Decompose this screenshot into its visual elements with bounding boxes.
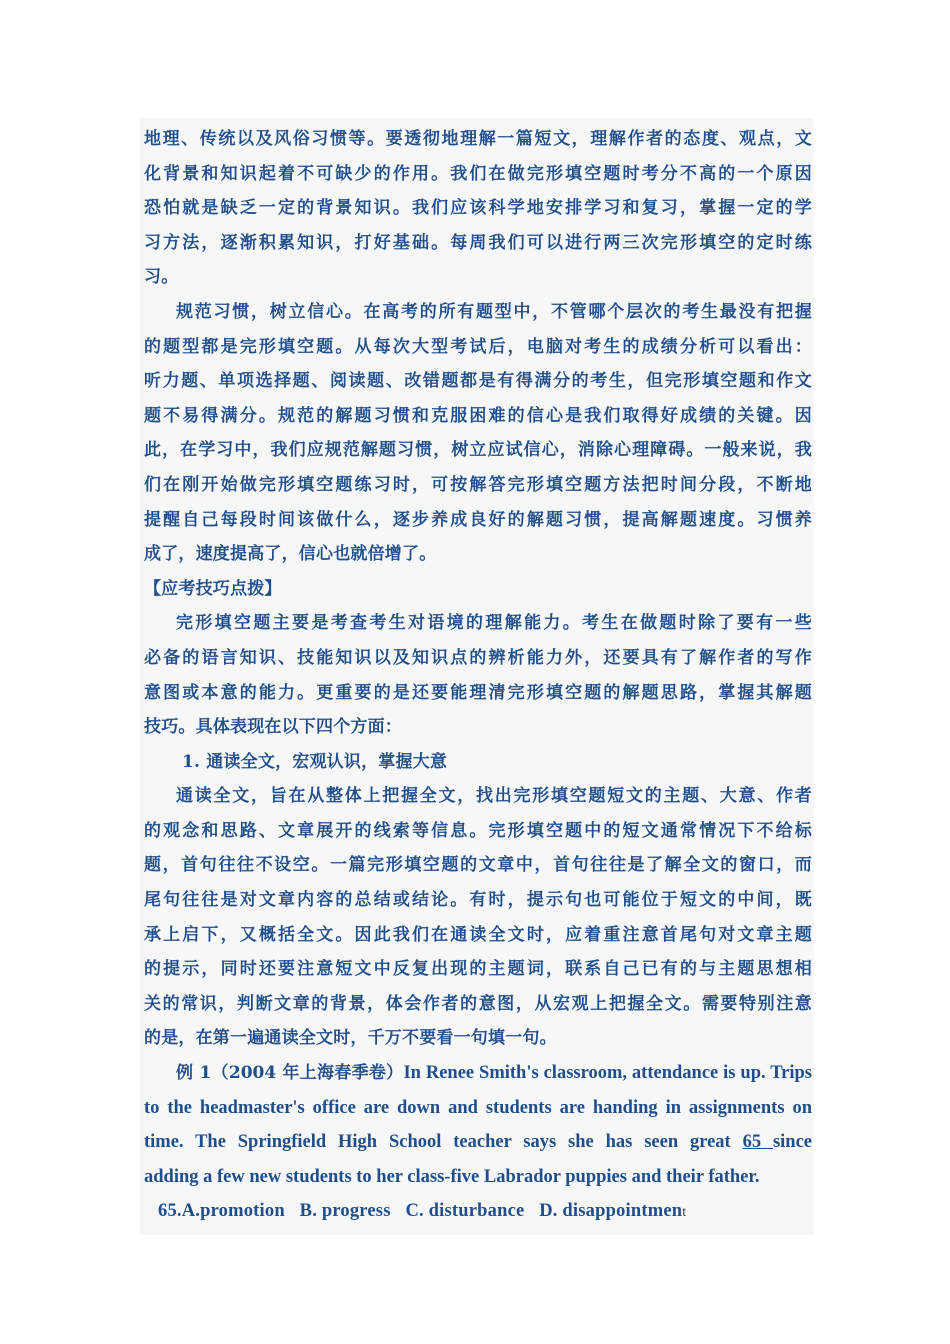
text-line: 的提示，同时还要注意短文中反复出现的主题词，联系自己已有的与主题思想相 bbox=[144, 959, 812, 980]
paragraph-background-knowledge bbox=[144, 122, 812, 295]
text-line: 尾句往往是对文章内容的总结或结论。有时，提示句也可能位于短文的中间，既 bbox=[144, 890, 812, 911]
example-text: In Renee Smith's classroom, attendance is up. Trips bbox=[403, 1063, 812, 1084]
text-line: 提醒自己每段时间该做什么，逐步养成良好的解题习惯，提高解题速度。习惯养 bbox=[144, 509, 812, 530]
text-line: 题不易得满分。规范的解题习惯和克服困难的信心是我们取得好成绩的关键。因 bbox=[144, 405, 812, 426]
paragraph-read-through bbox=[144, 779, 812, 1056]
text-line: 意图或本意的能力。更重要的是还要能理清完形填空题的解题思路，掌握其解题 bbox=[144, 682, 812, 703]
text-line: 成了，速度提高了，信心也就倍增了。 bbox=[144, 544, 437, 565]
example-line: adding a few new students to her class-five Labrador puppies and their father. bbox=[144, 1166, 760, 1187]
example-line bbox=[144, 1056, 812, 1091]
text-line: 规范习惯，树立信心。在高考的所有题型中，不管哪个层次的考生最没有把握 bbox=[176, 301, 812, 322]
option-a: 65.A.promotion bbox=[158, 1201, 285, 1222]
example-text: since bbox=[772, 1132, 812, 1153]
text-line: 此，在学习中，我们应规范解题习惯，树立应试信心，消除心理障碍。一般来说，我 bbox=[144, 440, 812, 461]
text-line: 的题型都是完形填空题。从每次大型考试后，电脑对考生的成绩分析可以看出： bbox=[144, 336, 812, 357]
text-line: 技巧。具体表现在以下四个方面： bbox=[144, 717, 402, 738]
text-line: 们在刚开始做完形填空题练习时，可按解答完形填空题方法把时间分段，不断地 bbox=[144, 474, 812, 495]
text-line: 关的常识，判断文章的背景，体会作者的意图，从宏观上把握全文。需要特别注意 bbox=[144, 993, 812, 1014]
point-heading: 1. 通读全文，宏观认识，掌握大意 bbox=[182, 751, 448, 772]
paragraph-tips-intro bbox=[144, 606, 812, 744]
text-line: 通读全文，旨在从整体上把握全文，找出完形填空题短文的主题、大意、作者 bbox=[176, 786, 812, 807]
example-text: time. The Springfield High School teacher says she has seen great bbox=[144, 1132, 743, 1153]
example-label: 例 1（2004 年上海春季卷） bbox=[176, 1063, 404, 1084]
text-line: 习方法，逐渐积累知识，打好基础。每周我们可以进行两三次完形填空的定时练 bbox=[144, 232, 812, 253]
option-c: C. disturbance bbox=[405, 1201, 525, 1222]
text-line: 题，首句往往不设空。一篇完形填空题的文章中，首句往往是了解全文的窗口，而 bbox=[144, 855, 812, 876]
document-body bbox=[140, 118, 814, 1235]
text-line: 必备的语言知识、技能知识以及知识点的辨析能力外，还要具有了解作者的写作 bbox=[144, 647, 812, 668]
text-line: 习。 bbox=[144, 267, 179, 288]
text-line: 恐怕就是缺乏一定的背景知识。我们应该科学地安排学习和复习，掌握一定的学 bbox=[144, 198, 812, 219]
text-line: 化背景和知识起着不可缺少的作用。我们在做完形填空题时考分不高的一个原因 bbox=[144, 163, 812, 184]
answer-blank: 65 bbox=[742, 1132, 773, 1153]
example-line bbox=[144, 1125, 812, 1160]
example-line: to the headmaster's office are down and students are handing in assignments on bbox=[144, 1097, 812, 1118]
text-line: 地理、传统以及风俗习惯等。要透彻地理解一篇短文，理解作者的态度、观点，文 bbox=[144, 129, 812, 149]
text-line: 的观念和思路、文章展开的线索等信息。完形填空题中的短文通常情况下不给标 bbox=[144, 820, 812, 841]
text-line: 的是，在第一遍通读全文时，千万不要看一句填一句。 bbox=[144, 1028, 557, 1049]
example-passage bbox=[144, 1056, 812, 1194]
text-line: 听力题、单项选择题、阅读题、改错题都是有得满分的考生，但完形填空题和作文 bbox=[144, 371, 812, 392]
option-b: B. progress bbox=[299, 1201, 391, 1222]
section-heading: 【应考技巧点拨】 bbox=[144, 578, 282, 599]
text-line: 承上启下，又概括全文。因此我们在通读全文时，应着重注意首尾句对文章主题 bbox=[144, 924, 812, 945]
text-line: 完形填空题主要是考查考生对语境的理解能力。考生在做题时除了要有一些 bbox=[176, 613, 812, 634]
option-d: D. disappointment bbox=[539, 1201, 687, 1222]
answer-options bbox=[144, 1194, 812, 1231]
paragraph-habits-confidence bbox=[144, 295, 812, 572]
